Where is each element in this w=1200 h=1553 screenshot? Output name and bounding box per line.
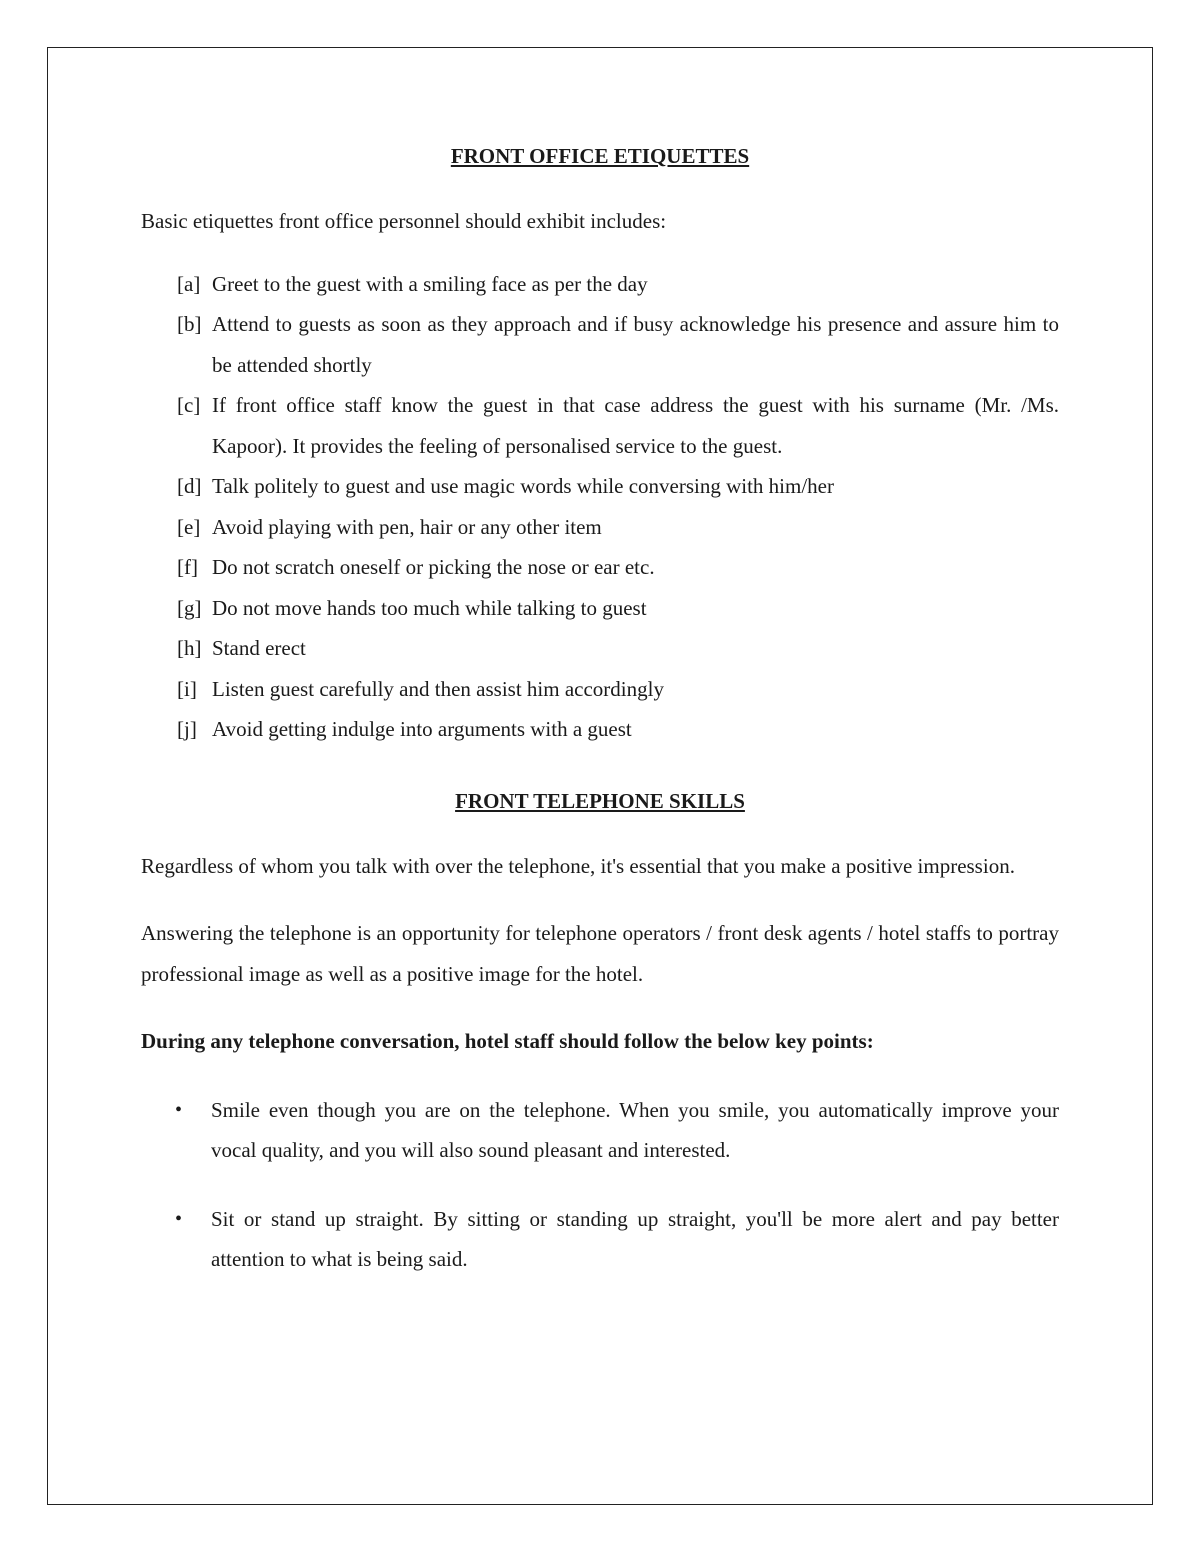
- list-marker: [c]: [177, 393, 201, 417]
- list-item-text: Avoid playing with pen, hair or any other item: [212, 514, 602, 539]
- list-item-text: Greet to the guest with a smiling face as per the day: [212, 271, 648, 296]
- list-item: [177, 709, 1059, 750]
- telephone-paragraph-2: Answering the telephone is an opportunity for telephone operators / front desk agents / hotel staffs to portray professional image as well as a positive image for the hotel.: [141, 921, 1059, 986]
- list-item-text: Talk politely to guest and use magic words while conversing with him/her: [212, 474, 834, 498]
- list-marker: [e]: [177, 514, 201, 539]
- list-item: [177, 588, 1059, 629]
- list-item: [177, 264, 1059, 305]
- section-title-front-office-etiquettes: FRONT OFFICE ETIQUETTES: [450, 144, 750, 168]
- list-marker: [b]: [177, 312, 202, 336]
- list-item-text: Do not move hands too much while talking to guest: [212, 595, 647, 620]
- list-marker: [i]: [177, 676, 197, 701]
- telephone-paragraph-1: Regardless of whom you talk with over the telephone, it's essential that you make a positive impression.: [141, 853, 1015, 878]
- list-item-text: Attend to guests as soon as they approach and if busy acknowledge his presence and assure him to be attended shortly: [212, 312, 1059, 377]
- key-points-heading: During any telephone conversation, hotel staff should follow the below key points:: [141, 1029, 874, 1053]
- bullet-icon: •: [175, 1098, 183, 1121]
- list-marker: [g]: [177, 595, 202, 620]
- list-marker: [d]: [177, 474, 202, 498]
- list-item-text: Stand erect: [212, 636, 306, 660]
- intro-paragraph: Basic etiquettes front office personnel should exhibit includes:: [141, 209, 667, 233]
- list-item: [177, 385, 1059, 466]
- list-item-text: Sit or stand up straight. By sitting or standing up straight, you'll be more alert and pay better attention to what is being said.: [211, 1206, 1059, 1271]
- list-item: [175, 1199, 1059, 1280]
- list-item: [177, 507, 1059, 548]
- list-item-text: If front office staff know the guest in that case address the guest with his surname (Mr. /Ms. Kapoor). It provides the feeling of personalised service to the guest.: [212, 393, 1059, 458]
- list-item: [177, 669, 1059, 710]
- document-body: [141, 140, 1059, 1308]
- list-item-text: Smile even though you are on the telephone. When you smile, you automatically improve your vocal quality, and you will also sound pleasant and interested.: [211, 1097, 1059, 1162]
- list-item: [177, 304, 1059, 385]
- list-item: [177, 547, 1059, 588]
- list-item-text: Avoid getting indulge into arguments with a guest: [212, 717, 632, 741]
- list-item-text: Listen guest carefully and then assist him accordingly: [212, 676, 664, 701]
- list-marker: [f]: [177, 555, 198, 579]
- key-points-list: [141, 1090, 1059, 1280]
- list-item: [177, 466, 1059, 507]
- section-title-front-telephone-skills: FRONT TELEPHONE SKILLS: [455, 788, 745, 813]
- list-item-text: Do not scratch oneself or picking the nose or ear etc.: [212, 555, 655, 579]
- list-marker: [a]: [177, 271, 201, 296]
- etiquette-list: [141, 264, 1059, 750]
- list-item: [177, 628, 1059, 669]
- list-marker: [h]: [177, 636, 202, 660]
- bullet-icon: •: [175, 1207, 183, 1230]
- list-marker: [j]: [177, 717, 197, 741]
- list-item: [175, 1090, 1059, 1171]
